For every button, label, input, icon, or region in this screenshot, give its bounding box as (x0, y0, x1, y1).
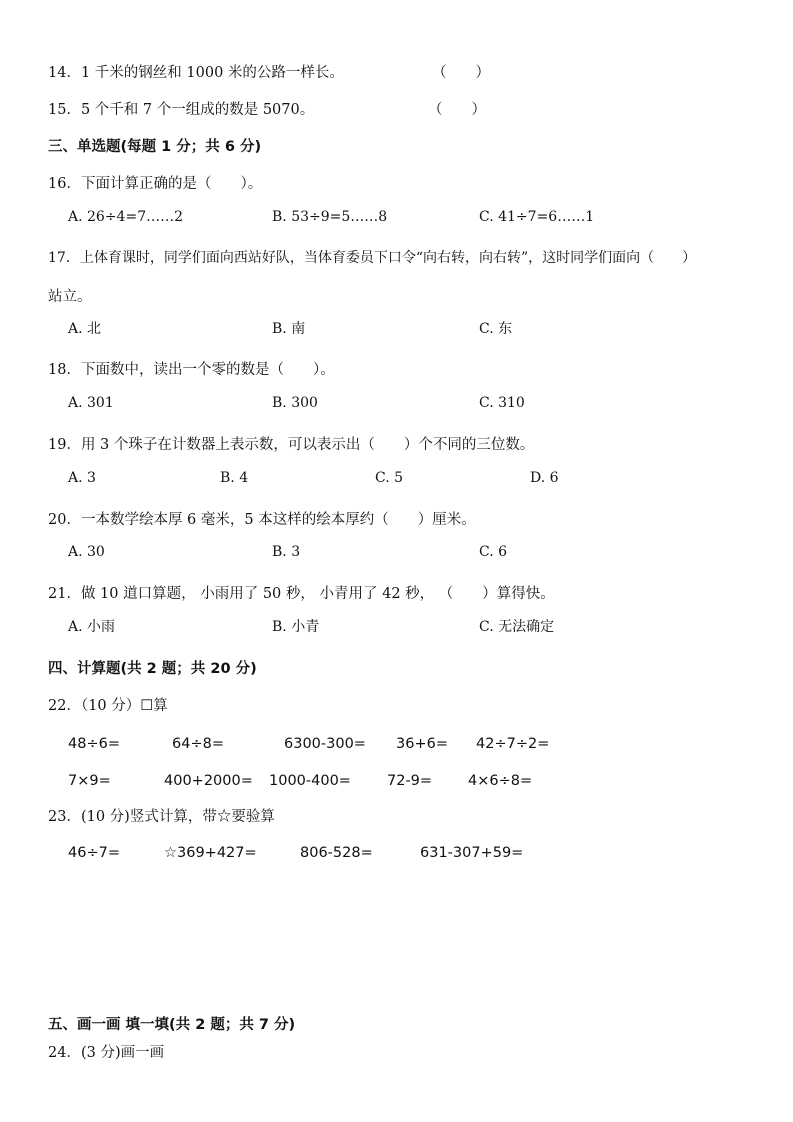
question-14-answer-paren: （ ） (432, 65, 490, 81)
section-5-heading: 五、画一画 填一填(共 2 题；共 7 分) (48, 1017, 296, 1033)
q22-expression: 36+6= (396, 736, 448, 752)
question-14-text: 14．1 千米的钢丝和 1000 米的公路一样长。 (48, 65, 344, 81)
q22-expression: 48÷6= (68, 736, 120, 752)
question-17-option-b: B. 南 (272, 321, 306, 337)
question-18-option-a: A. 301 (68, 395, 114, 411)
question-18-option-c: C. 310 (479, 395, 525, 411)
section-4-heading: 四、计算题(共 2 题；共 20 分) (48, 661, 257, 677)
q22-expression: 72-9= (387, 773, 433, 789)
question-19-text: 19．用 3 个珠子在计数器上表示数，可以表示出（ ）个不同的三位数。 (48, 437, 535, 453)
question-22-text: 22．（10 分）☐算 (48, 698, 168, 714)
question-18-option-b: B. 300 (272, 395, 318, 411)
q23-expression: 631-307+59= (420, 845, 524, 861)
question-15-answer-paren: （ ） (428, 102, 486, 118)
question-19-option-c: C. 5 (375, 470, 404, 486)
question-16-option-c: C. 41÷7=6……1 (479, 209, 595, 225)
q22-expression: 400+2000= (164, 773, 253, 789)
question-21-option-a: A. 小雨 (68, 619, 116, 635)
question-21-text: 21．做 10 道口算题， 小雨用了 50 秒， 小青用了 42 秒， （ ）算得快。 (48, 586, 555, 602)
q22-expression: 6300-300= (284, 736, 366, 752)
question-19-option-a: A. 3 (68, 470, 96, 486)
question-16-option-b: B. 53÷9=5……8 (272, 209, 388, 225)
section-3-heading: 三、单选题(每题 1 分；共 6 分) (48, 139, 262, 155)
question-21-option-b: B. 小青 (272, 619, 320, 635)
question-20-option-c: C. 6 (479, 544, 508, 560)
q22-expression: 42÷7÷2= (476, 736, 550, 752)
question-18-text: 18．下面数中，读出一个零的数是（ ）。 (48, 362, 335, 378)
q22-expression: 4×6÷8= (468, 773, 533, 789)
question-24-text: 24．(3 分)画一画 (48, 1045, 165, 1061)
q22-expression: 64÷8= (172, 736, 224, 752)
question-17-option-a: A. 北 (68, 321, 102, 337)
q22-expression: 1000-400= (269, 773, 351, 789)
question-17-text-line2: 站立。 (48, 289, 92, 305)
question-19-option-b: B. 4 (220, 470, 249, 486)
question-17-text-line1: 17．上体育课时，同学们面向西站好队，当体育委员下口令“向右转，向右转”，这时同学们面向（ ） (48, 250, 697, 266)
q23-expression: 46÷7= (68, 845, 120, 861)
q23-expression: 806-528= (300, 845, 373, 861)
question-16-option-a: A. 26÷4=7……2 (68, 209, 184, 225)
question-20-option-b: B. 3 (272, 544, 301, 560)
question-19-option-d: D. 6 (530, 470, 559, 486)
question-20-option-a: A. 30 (68, 544, 105, 560)
question-16-text: 16．下面计算正确的是（ ）。 (48, 176, 263, 192)
question-15-text: 15．5 个千和 7 个一组成的数是 5070。 (48, 102, 315, 118)
question-17-option-c: C. 东 (479, 321, 513, 337)
q23-expression: ☆369+427= (164, 845, 257, 861)
question-21-option-c: C. 无法确定 (479, 619, 555, 635)
question-20-text: 20．一本数学绘本厚 6 毫米，5 本这样的绘本厚约（ ）厘米。 (48, 512, 476, 528)
question-23-text: 23．(10 分)竖式计算，带☆要验算 (48, 809, 275, 825)
q22-expression: 7×9= (68, 773, 111, 789)
